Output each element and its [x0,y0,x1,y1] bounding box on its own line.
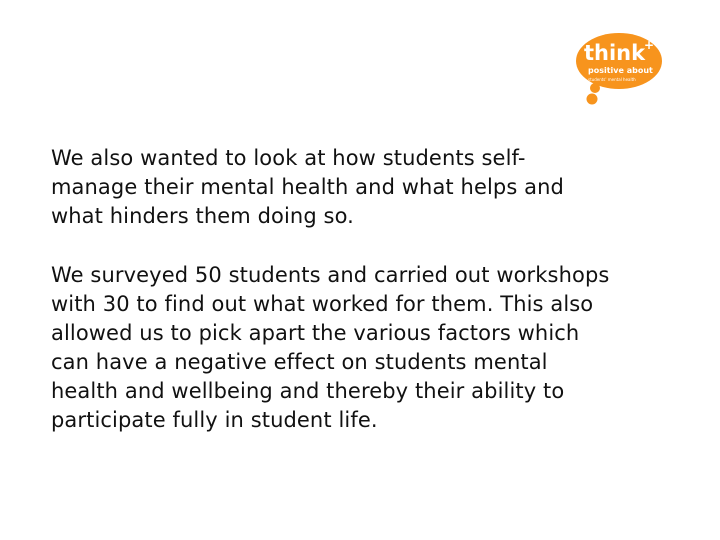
speech-bubble-icon [570,30,666,112]
logo-plus: + [644,38,655,52]
think-positive-logo [570,30,666,112]
paragraph-1: We also wanted to look at how students self-manage their mental health and what helps and what hinders them doing so. [51,146,564,228]
body-text [51,144,611,435]
paragraph-2: We surveyed 50 students and carried out workshops with 30 to find out what worked for them. This also allowed us to pick apart the various factors which can have a negative effect on students mental health and wellbeing and thereby their ability to participate fully in student life. [51,263,610,432]
logo-tagline: students' mental health [588,77,636,82]
logo-main-text: think [584,41,646,65]
logo-sub-text: positive about [588,66,653,75]
